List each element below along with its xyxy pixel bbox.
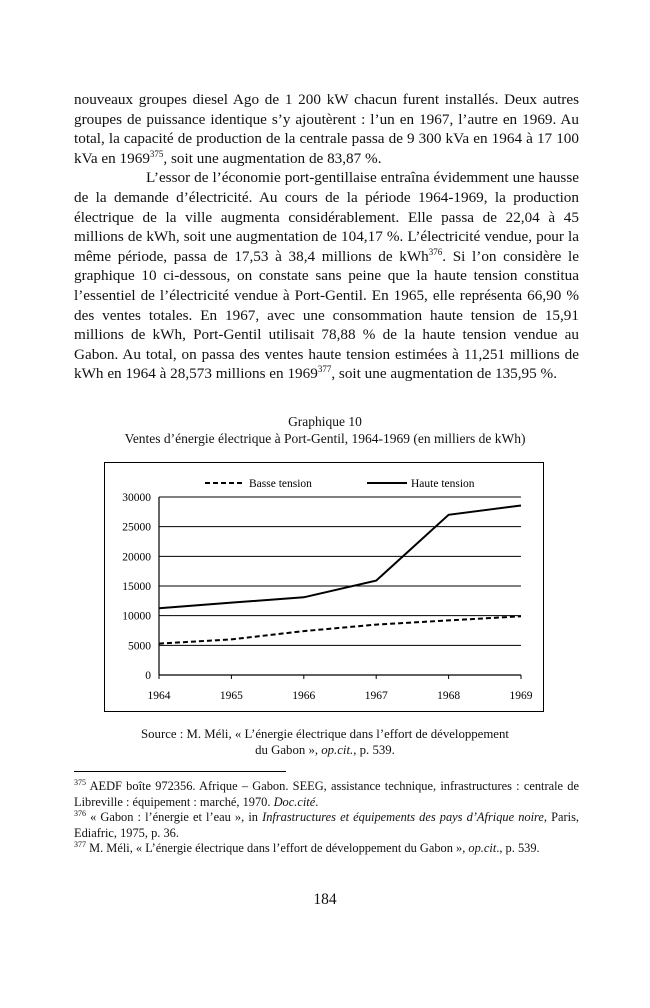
x-tick-label: 1968 [437, 690, 461, 702]
footnote-number: 377 [74, 839, 86, 849]
legend-label: Basse tension [249, 478, 312, 490]
footnote-number: 376 [74, 808, 86, 818]
footnote-italic: Infrastructures et équipements des pays d’Afrique noire, [262, 810, 547, 824]
x-tick-label: 1965 [219, 690, 243, 702]
y-tick-label: 5000 [128, 640, 151, 653]
footnote-tail: ., p. 539. [496, 841, 540, 855]
footnote-ref-375[interactable]: 375 [149, 148, 164, 159]
y-tick-label: 30000 [122, 492, 151, 504]
x-tick-label: 1969 [509, 690, 533, 702]
y-tick-label: 15000 [122, 581, 151, 593]
legend-label: Haute tension [411, 478, 475, 490]
footnote-375 [74, 779, 579, 810]
y-tick-label: 20000 [122, 551, 151, 564]
footnote-ref-377[interactable]: 377 [317, 364, 332, 375]
paragraph-2 [74, 168, 579, 384]
source-op-cit: op.cit. [321, 743, 354, 757]
paragraph-2-middle: . Si l’on considère le graphique 10 ci-dessous, on constate sans peine que la haute tension constitua l’essentiel de l’électricité vendue à Port-Gentil. En 1965, elle représenta 66,90 % des ventes totales. En 1967, avec une consommation haute tension de 15,91 millions de kWh, Port-Gentil utilisait 78,88 % de la haute tension vendue au Gabon. Au total, on passa des ventes haute tension estimées à 11,251 millions de kWh en 1964 à 28,573 millions en 1969 [74, 247, 579, 383]
footnote-376 [74, 810, 579, 841]
y-tick-label: 0 [145, 670, 151, 682]
footnote-italic: Doc.cité [273, 794, 316, 809]
paragraph-2-tail: , soit une augmentation de 135,95 %. [331, 365, 557, 383]
footnote-tail: Paris, Ediafric, 1975, p. 36. [74, 810, 579, 840]
x-tick-label: 1967 [364, 690, 388, 702]
x-tick-label: 1966 [292, 690, 316, 702]
source-line-1: Source : M. Méli, « L’énergie électrique dans l’effort de développement [141, 727, 509, 741]
footnote-text: M. Méli, « L’énergie électrique dans l’effort de développement du Gabon », [86, 841, 469, 855]
series-line-haute-tension [159, 506, 521, 609]
paragraph-1-tail: , soit une augmentation de 83,87 %. [163, 149, 382, 167]
figure-label: Graphique 10 [288, 414, 362, 429]
y-tick-label: 10000 [122, 610, 151, 623]
paragraph-1-text: nouveaux groupes diesel Ago de 1 200 kW chacun furent installés. Deux autres groupes de puissance identique s’y ajoutèrent : l’un en 1967, l’autre en 1969. Au total, la capacité de production de la centrale passa de 9 300 kVa en 1964 à 17 100 kVa en 1969 [74, 91, 579, 167]
x-tick-label: 1964 [147, 690, 171, 702]
y-tick-label: 25000 [122, 521, 151, 534]
series-line-basse-tension [159, 616, 521, 643]
figure-caption: Ventes d’énergie électrique à Port-Gentil, 1964-1969 (en milliers de kWh) [124, 431, 526, 446]
chart-frame [104, 462, 544, 712]
footnote-number: 375 [74, 777, 86, 787]
body-text [74, 90, 579, 384]
footnote-377 [74, 841, 579, 857]
footnotes [74, 779, 579, 857]
line-chart [105, 463, 543, 711]
page-number: 184 [313, 891, 337, 908]
source-line-2-text: du Gabon », op.cit., p. 539. [255, 743, 395, 757]
figure-source [0, 726, 650, 758]
footnote-italic: op.cit [468, 841, 497, 855]
footnote-text: « Gabon : l’énergie et l’eau », in [86, 810, 263, 824]
footnote-separator [74, 771, 286, 772]
paragraph-1 [74, 90, 579, 168]
paragraph-2-text: L’essor de l’économie port-gentillaise entraîna évidemment une hausse de la demande d’électricité. Au cours de la période 1964-1969, la production électrique de la ville augmenta considérablement. Elle passa de 22,04 à 45 millions de kWh, soit une augmentation de 104,17 %. L’électricité vendue, pour la même période, passa de 17,53 à 38,4 millions de kWh [74, 169, 579, 265]
footnote-text: AEDF boîte 972356. Afrique – Gabon. SEEG, assistance technique, infrastructures : centrale de Libreville : équipement : marché, 1970. [74, 779, 579, 809]
footnote-ref-376[interactable]: 376 [428, 246, 443, 257]
footnote-tail: . [315, 794, 319, 809]
source-line-2 [0, 742, 650, 758]
